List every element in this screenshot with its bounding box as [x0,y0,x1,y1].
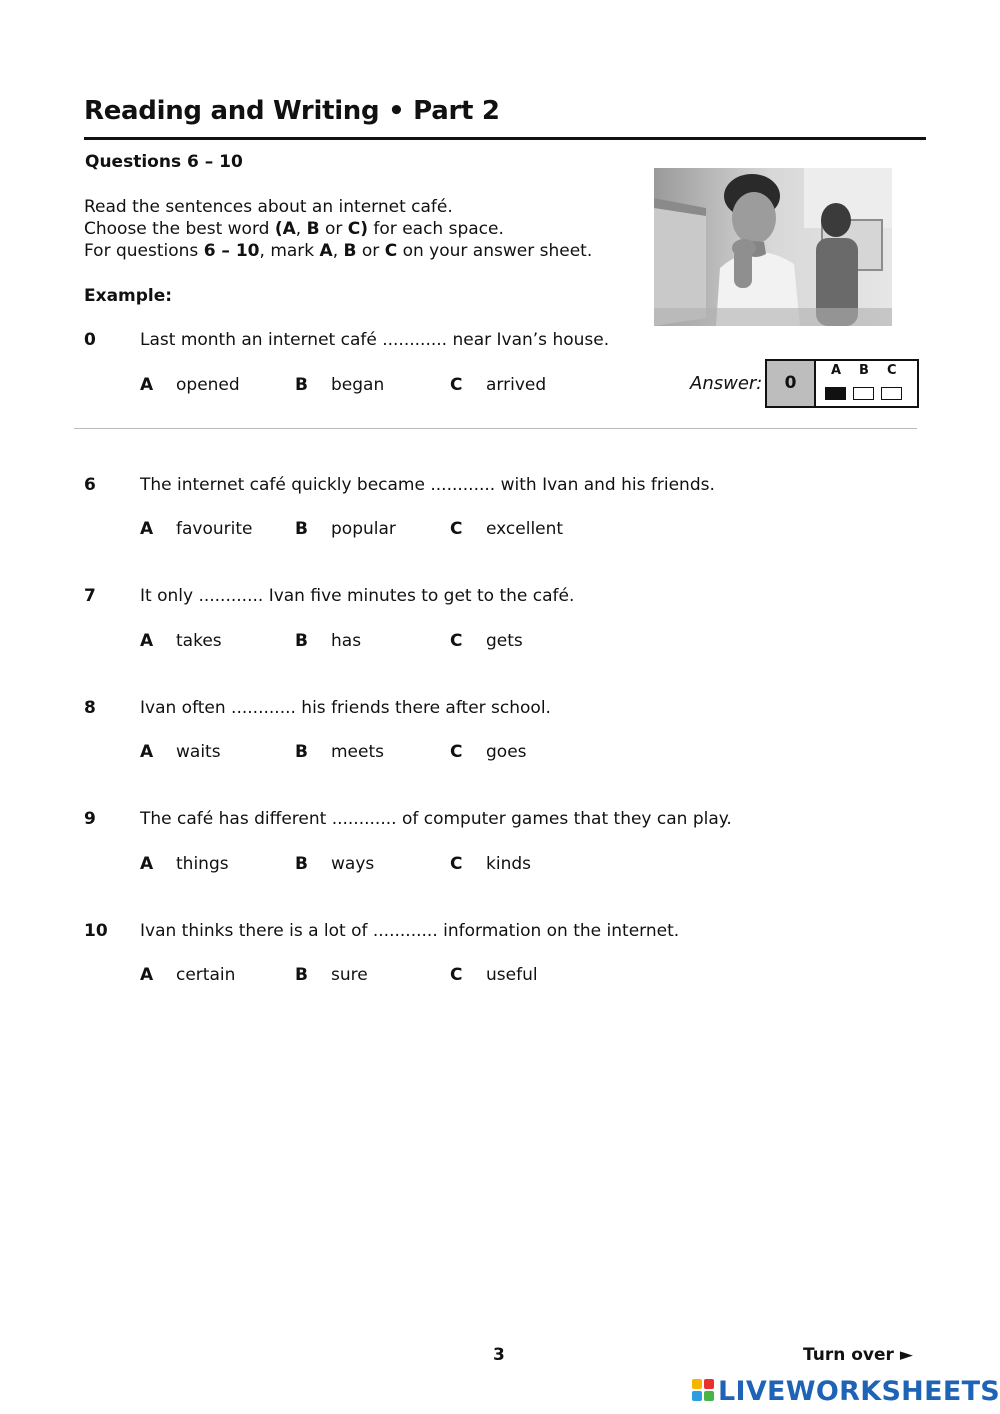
instruction-run: B [306,219,320,239]
section-divider [74,428,917,429]
question-7-option-c-letter: C [450,631,463,651]
question-8-text: Ivan often ............ his friends there after school. [140,698,551,718]
example-option-a[interactable]: opened [176,375,240,395]
instruction-run: , [295,219,307,239]
question-10-option-a[interactable]: certain [176,965,236,985]
question-8-option-b-letter: B [295,742,308,762]
question-6-option-b[interactable]: popular [331,519,396,539]
question-9-option-a[interactable]: things [176,854,229,874]
brand-name: LIVEWORKSHEETS [718,1375,1000,1407]
question-8-option-b[interactable]: meets [331,742,385,762]
answer-letter-b: B [859,363,869,378]
example-option-b-letter: B [295,375,308,395]
photo-illustration [654,168,892,326]
question-7-text: It only ............ Ivan five minutes to get to the café. [140,586,575,606]
question-6-text: The internet café quickly became ............ with Ivan and his friends. [140,475,715,495]
instruction-line-1 [84,197,453,217]
question-9-text: The café has different ............ of computer games that they can play. [140,809,732,829]
question-7-option-a-letter: A [140,631,154,651]
answer-letter-a: A [831,363,842,378]
instruction-run: Read the sentences about an internet café. [84,197,453,217]
question-9-option-b[interactable]: ways [331,854,375,874]
instruction-run: or [356,241,385,261]
question-8-number: 8 [84,698,96,718]
instruction-run: , mark [259,241,320,261]
example-option-c[interactable]: arrived [486,375,547,395]
answer-label: Answer: [690,373,763,394]
question-6-number: 6 [84,475,96,495]
question-9-option-c[interactable]: kinds [486,854,531,874]
question-9-option-c-letter: C [450,854,463,874]
question-9-number: 9 [84,809,96,829]
example-answer-box [765,359,919,408]
question-8-option-a-letter: A [140,742,154,762]
instruction-run: A [319,241,333,261]
example-option-b[interactable]: began [331,375,385,395]
page-number: 3 [493,1345,505,1365]
question-7-option-a[interactable]: takes [176,631,222,651]
question-7-option-b-letter: B [295,631,308,651]
liveworksheets-brand[interactable] [692,1374,1000,1408]
instruction-run: For questions [84,241,204,261]
instruction-run: on your answer sheet. [397,241,593,261]
question-7-option-c[interactable]: gets [486,631,523,651]
instruction-run: B [343,241,357,261]
question-10-option-b-letter: B [295,965,308,985]
question-8-option-c-letter: C [450,742,463,762]
example-option-c-letter: C [450,375,463,395]
example-number: 0 [84,330,96,350]
turn-over-link[interactable]: Turn over ► [803,1345,913,1365]
example-label: Example: [84,286,173,306]
instruction-run: or [319,219,348,239]
question-7-number: 7 [84,586,96,606]
internet-cafe-photo [654,168,892,326]
question-7-option-b[interactable]: has [331,631,362,651]
example-option-a-letter: A [140,375,154,395]
example-sentence: Last month an internet café ............ near Ivan’s house. [140,330,610,350]
question-8-option-c[interactable]: goes [486,742,527,762]
question-6-option-b-letter: B [295,519,308,539]
answer-cell-b [853,387,874,400]
instruction-run: C [384,241,398,261]
answer-cell-c [881,387,902,400]
instruction-run: Choose the best word [84,219,275,239]
instruction-run: , [332,241,344,261]
title-underline [84,137,926,140]
answer-letter-c: C [887,363,897,378]
questions-range: Questions 6 – 10 [85,152,243,172]
answer-box-number: 0 [767,361,816,406]
instruction-run: C) [347,219,369,239]
question-10-option-c[interactable]: useful [486,965,538,985]
question-6-option-a[interactable]: favourite [176,519,253,539]
instruction-line-2 [84,219,504,239]
instruction-line-3 [84,241,592,261]
instruction-run: (A [274,219,296,239]
question-6-option-c[interactable]: excellent [486,519,564,539]
page-title: Reading and Writing • Part 2 [84,96,500,126]
question-10-option-b[interactable]: sure [331,965,368,985]
question-9-option-a-letter: A [140,854,154,874]
question-6-option-a-letter: A [140,519,154,539]
question-10-number: 10 [84,921,108,941]
question-9-option-b-letter: B [295,854,308,874]
instruction-run: 6 – 10 [203,241,260,261]
answer-cell-a [825,387,846,400]
question-6-option-c-letter: C [450,519,463,539]
instruction-run: for each space. [368,219,504,239]
question-10-option-a-letter: A [140,965,154,985]
question-8-option-a[interactable]: waits [176,742,221,762]
question-10-option-c-letter: C [450,965,463,985]
liveworksheets-logo-icon [692,1379,716,1403]
question-10-text: Ivan thinks there is a lot of ............ information on the internet. [140,921,680,941]
